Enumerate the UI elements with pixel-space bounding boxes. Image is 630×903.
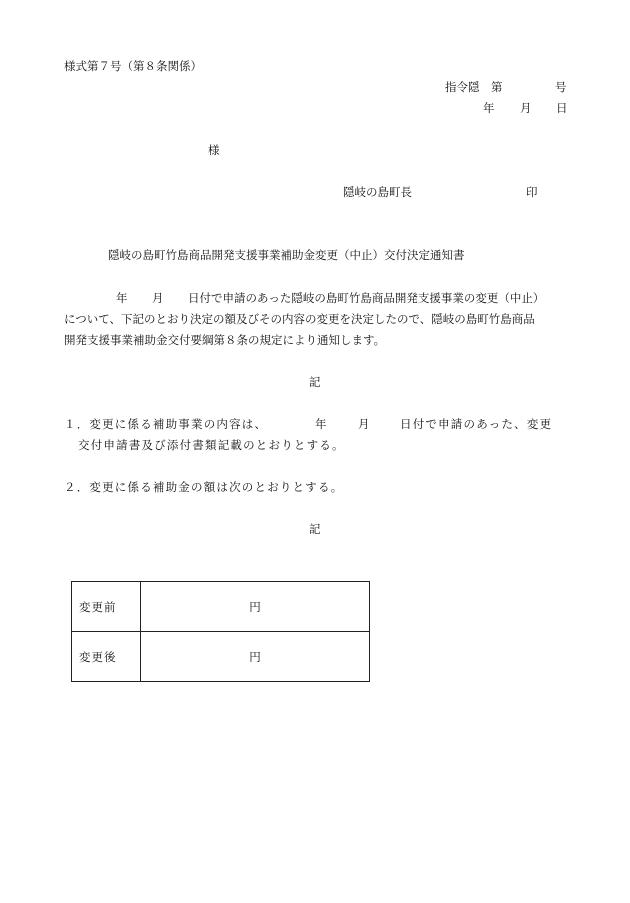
body-year: 年	[116, 291, 128, 305]
row-label-after: 変更後	[72, 632, 141, 682]
body-line-3: 開発支援事業補助金交付要綱第８条の規定により通知します。	[64, 333, 386, 347]
row-label-before: 変更前	[72, 582, 141, 632]
date-day: 日	[556, 101, 568, 115]
item1-line-2: 交付申請書及び添付書類記載のとおりとする。	[78, 438, 345, 452]
issuer-name: 隠岐の島町長	[343, 185, 412, 199]
yen-unit: 円	[249, 599, 261, 614]
addressee-sama: 様	[208, 143, 220, 157]
document-title: 隠岐の島町竹島商品開発支援事業補助金変更（中止）交付決定通知書	[108, 248, 465, 262]
item1-rest: 日付で申請のあった、変更	[400, 417, 553, 431]
date-month: 月	[520, 101, 532, 115]
ki-heading-1: 記	[309, 375, 321, 389]
item1-lead: １．変更に係る補助事業の内容は、	[64, 417, 268, 431]
amount-cell-after	[141, 632, 370, 682]
body-line-2: について、下記のとおり決定の額及びその内容の変更を決定したので、隠岐の島町竹島商品	[64, 312, 535, 326]
yen-unit: 円	[249, 649, 261, 664]
table-row	[72, 632, 370, 682]
item1-month: 月	[358, 417, 370, 431]
date-year: 年	[483, 101, 495, 115]
item1-year: 年	[315, 417, 327, 431]
issuer-seal: 印	[526, 185, 538, 199]
doc-number-prefix: 指令隠	[445, 80, 480, 94]
form-label: 様式第７号（第８条関係）	[64, 59, 202, 73]
table-row	[72, 582, 370, 632]
ki-heading-2: 記	[309, 522, 321, 536]
amount-cell-before	[141, 582, 370, 632]
amount-table	[71, 581, 370, 682]
body-month: 月	[152, 291, 164, 305]
doc-number-dai: 第	[491, 80, 503, 94]
item2-text: ２．変更に係る補助金の額は次のとおりとする。	[64, 480, 344, 494]
body-line-1: 日付で申請のあった隠岐の島町竹島商品開発支援事業の変更（中止）	[188, 291, 545, 305]
doc-number-go: 号	[555, 80, 567, 94]
